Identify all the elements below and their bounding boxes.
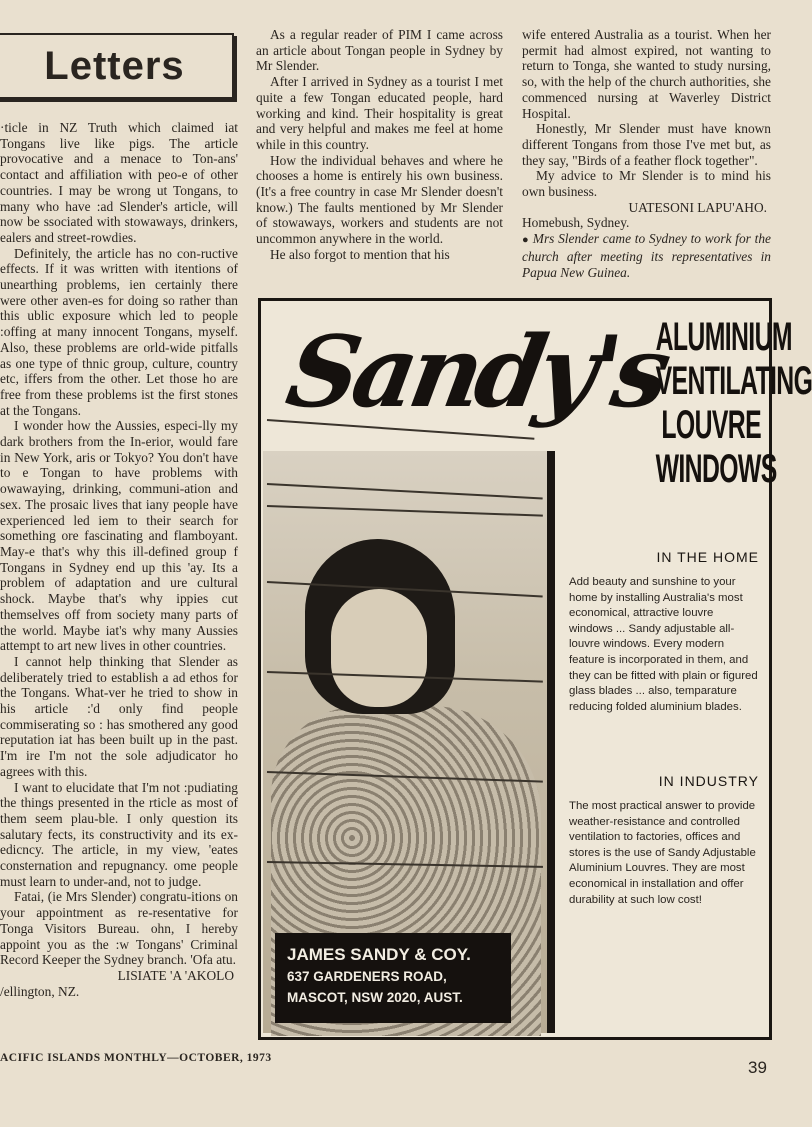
letter-location: /ellington, NZ. <box>0 983 80 999</box>
letter-signature: UATESONI LAPU'AHO. <box>628 199 767 215</box>
ad-subheading-industry: IN INDUSTRY <box>658 773 759 789</box>
page-number: 39 <box>748 1058 767 1077</box>
paragraph: Fatai, (ie Mrs Slender) congratu-itions on your appointment as re-resentative for Tonga Visitors Bureau. ohn, I hereby appoint you as the :w Tongans' Criminal Record Keeper the Sydney branch. 'Ofa atu. <box>0 889 238 968</box>
page-footer: ACIFIC ISLANDS MONTHLY—OCTOBER, 1973 <box>0 1052 272 1064</box>
headline-line: VENTILATING <box>655 359 812 403</box>
sandys-logo: Sandy's <box>278 315 674 430</box>
ad-address-block <box>275 933 511 1023</box>
paragraph: My advice to Mr Slender is to mind his own business. <box>522 168 771 200</box>
paragraph: I wonder how the Aussies, especi-lly my dark brothers from the In-erior, would fare in New York, aris or Tokyo? You don't have to e Tongan to have problems with owawaying, drinking, communi-ation and sex. The prosaic lives that iany people have experienced led iem to their search for something ore fascinating and flamboyant. May-e that's why this ill-defined group f Tongans in Sydney end up this 'ay. Its a problem of adaptation and ure cultural shock. Maybe that's why ippies cut themselves off from society many parts of the world. Maybe iat's why many Aussies attempt to art new lives in other countries. <box>0 418 238 654</box>
paragraph: Definitely, the article has no con-ructive effects. If it was written with itentions of unearthing problems, ien certainly there were other aven-es for doing so rather than this ublic exposure which led to people :offing at many innocent Tongans, myself. Also, these problems are orld-wide pitfalls as one type of thnic group, culture, country etc, iffers from the other. Let those ho are free from these problems ist the first stones at the Tongans. <box>0 245 238 418</box>
paragraph: I want to elucidate that I'm not :pudiating the things presented in the rticle as most of them seem plau-ble. I only question its salutary fects, its constructivity and its ex-edicncy. The article, in my view, 'eates consternation and repugnancy. ome people must learn to under-and, not to judge. <box>0 779 238 889</box>
paragraph: I cannot help thinking that Slender as deliberately tried to establish a ad ethos for the Tongans. What-ver he tried to show in his article :'d only find people commiserating so : has smothered any good reputation iat has been built up in the past. I'm ire I'm not the sole adjudicator ho agrees with this. <box>0 653 238 779</box>
ad-body-industry: The most practical answer to provide weather-resistance and controlled ventilation to factories, offices and stores is the use of Sandy Adjustable Aluminium Louvres. They are most economical in installation and offer durability at such low cost! <box>569 800 756 906</box>
paragraph: As a regular reader of PIM I came across an article about Tongan people in Sydney by Mr Slender. <box>256 27 503 74</box>
ad-subheading-home: IN THE HOME <box>656 549 759 565</box>
letter-location: Homebush, Sydney. <box>522 215 630 231</box>
paragraph: ·ticle in NZ Truth which claimed iat Tongans live like pigs. The article provocative and a menace to Ton-ans' contact and affiliation with peo-e of other countries. I may be wrong ut Tongans, to many who have :ad Slender's article, will now be ssociated with stowaways, drinkers, ealers and street-rowdies. <box>0 120 238 245</box>
headline-line: LOUVRE <box>661 403 761 447</box>
headline-line: ALUMINIUM <box>655 315 792 359</box>
address-line: MASCOT, NSW 2020, AUST. <box>287 990 463 1005</box>
paragraph: After I arrived in Sydney as a tourist I met quite a few Tongan educated people, hard working and kind. Their hospitality is great and very helpful and makes me feel at home while in this country. <box>256 74 503 152</box>
editor-note-text: Mrs Slender came to Sydney to work for the church after meeting its representatives in Papua New Guinea. <box>522 231 771 280</box>
window-frame-bar <box>547 451 555 1033</box>
ad-headline <box>655 315 812 491</box>
headline-line: WINDOWS <box>655 447 777 491</box>
letter-column-3 <box>522 27 771 280</box>
photo-face <box>331 589 427 707</box>
address-line: 637 GARDENERS ROAD, <box>287 969 447 984</box>
ad-body-home: Add beauty and sunshine to your home by installing Australia's most economical, attractive louvre windows ... Sandy adjustable all-louvre windows. Every modern feature is incorporated in them, and they can be fitted with plain or figured glass blades ... also, temparature reducing folded aluminium blades. <box>569 576 758 713</box>
paragraph: wife entered Australia as a tourist. When her permit had almost expired, not wanting to return to Tonga, she wanted to study nursing, so, with the help of the church authorities, she commenced nursing at Waverley District Hospital. <box>522 27 771 121</box>
letter-column-2 <box>256 27 503 263</box>
paragraph: He also forgot to mention that his <box>270 246 450 262</box>
paragraph: How the individual behaves and where he chooses a home is entirely his own business. (It's a free country in case Mr Slender doesn't know.) The faults mentioned by Mr Slender of stowaways, workers and students are not uncommon anywhere in the world. <box>256 152 503 247</box>
paragraph: Honestly, Mr Slender must have known different Tongans from those I've met but, as they say, "Birds of a feather flock together". <box>522 121 771 168</box>
letter-signature: LISIATE 'A 'AKOLO <box>117 967 234 983</box>
advertisement <box>258 298 812 1040</box>
letter-column-1 <box>0 120 238 999</box>
company-name: JAMES SANDY & COY. <box>287 945 471 964</box>
section-heading-box <box>0 33 234 99</box>
bullet-icon: ● <box>522 234 530 247</box>
section-heading: Letters <box>44 43 185 88</box>
editor-note <box>522 231 771 280</box>
